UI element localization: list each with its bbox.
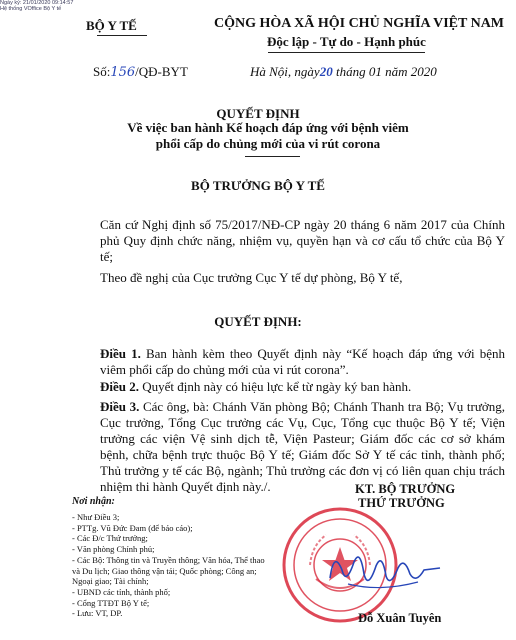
signature-deputy: THỨ TRƯỞNG [358,496,445,510]
basis-1-text: Căn cứ Nghị định số 75/2017/NĐ-CP ngày 20 tháng 6 năm 2017 của Chính phủ Quy định chức năng, nhiệm vụ, quyền hạn và cơ cấu tổ chức của Bộ Y tế; [100,217,505,264]
signing-date: Ngày ký: 21/01/2020 09:14:57 [0,0,74,6]
motto-underline [268,52,425,53]
national-motto: Độc lập - Tự do - Hạnh phúc [267,34,426,49]
signer-name: Đỗ Xuân Tuyên [358,611,442,625]
recipient-item: - UBND các tỉnh, thành phố; [72,586,171,597]
recipient-item: - Như Điều 3; [72,512,120,522]
issuer-title: BỘ TRƯỞNG BỘ Y TẾ [191,178,325,193]
article-3-text: Các ông, bà: Chánh Văn phòng Bộ; Chánh Thanh tra Bộ; Vụ trưởng, Cục trưởng, Tổng Cục trưởng các Vụ, Cục, Tổng cục thuộc Bộ Y tế; Viện trưởng các viện Vệ sinh dịch tễ, Viện Pasteur; Giám đốc các cơ sở khám bệnh, chữa bệnh trực thuộc Bộ Y tế; Giám đốc Sở Y tế các tỉnh, thành phố; Thủ trưởng y tế các Bộ, ngành; Thủ trưởng các đơn vị có liên quan chịu trách nhiệm thi hành Quyết định này./. [100,399,506,494]
article-1-label: Điều 1. [100,346,141,361]
document-type: QUYẾT ĐỊNH [216,106,300,121]
recipient-item: - Các Bộ: Thông tin và Truyền thông; Văn hóa, Thể thao và Du lịch; Giao thông vận tải; Quốc phòng; Công an; Ngoại giao; Tài chính; [72,554,265,587]
article-2-text: Quyết định này có hiệu lực kể từ ngày ký ban hành. [139,379,412,394]
date-prefix: Hà Nội, ngày [250,64,320,79]
number-suffix: /QĐ-BYT [135,64,188,79]
organization-underline [97,35,147,36]
issuing-organization: BỘ Y TẾ [86,18,137,33]
date-suffix: tháng 01 năm 2020 [335,64,437,79]
article-3 [100,399,505,495]
article-3-label: Điều 3. [100,399,140,414]
decision-heading: QUYẾT ĐỊNH: [214,314,302,329]
article-2 [100,379,505,395]
legal-basis-2: Theo đề nghị của Cục trưởng Cục Y tế dự phòng, Bộ Y tế, [100,270,403,285]
signing-system: Hệ thống VOffice Bộ Y tế [0,6,62,12]
signature-scribble-icon [320,540,450,600]
recipient-item: - Văn phòng Chính phủ; [72,544,155,555]
legal-basis-1 [100,217,505,265]
recipient-item: - Lưu: VT, DP. [72,608,123,619]
subject-underline [245,156,300,157]
article-2-label: Điều 2. [100,379,139,394]
recipients-list [72,512,272,619]
recipient-item: - PTTg. Vũ Đức Đam (để báo cáo); [72,522,193,533]
national-title: CỘNG HÒA XÃ HỘI CHỦ NGHĨA VIỆT NAM [214,16,505,31]
article-1 [100,346,505,378]
handwritten-number: 156 [110,65,136,80]
document-number [93,64,188,80]
document-date [250,64,437,80]
article-1-text: Ban hành kèm theo Quyết định này “Kế hoạch đáp ứng với bệnh viêm phổi cấp do chủng mới của vi rút corona”. [100,346,506,377]
recipient-item: - Các Đ/c Thứ trưởng; [72,533,148,544]
digital-signature-meta [0,0,73,12]
handwritten-day: 20 [319,64,333,79]
document-subject: Về việc ban hành Kế hoạch đáp ứng với bệnh viêm phổi cấp do chủng mới của vi rút corona [127,120,409,151]
recipient-item: - Cổng TTĐT Bộ Y tế; [72,597,150,608]
signature-title: KT. BỘ TRƯỞNG [355,482,456,496]
recipients-heading: Nơi nhận: [72,496,115,507]
number-prefix: Số: [93,64,111,79]
